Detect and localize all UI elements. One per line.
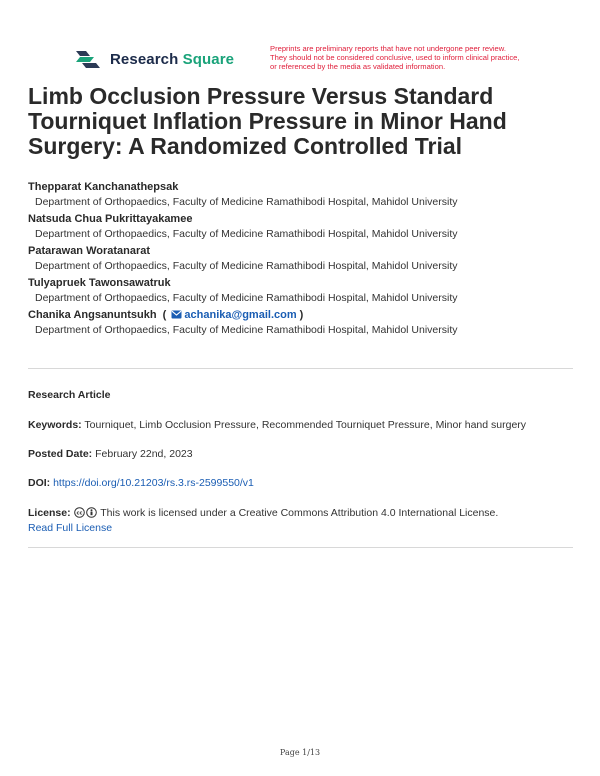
posted-date-value: February 22nd, 2023 bbox=[95, 448, 193, 460]
posted-date-row bbox=[28, 447, 573, 462]
license-row bbox=[28, 506, 573, 536]
author-list bbox=[28, 180, 573, 340]
read-full-license-link[interactable]: Read Full License bbox=[28, 522, 113, 534]
research-square-wordmark: Research Square bbox=[110, 50, 235, 68]
author-email-link[interactable]: achanika@gmail.com bbox=[184, 309, 297, 321]
envelope-icon bbox=[171, 310, 182, 319]
article-type: Research Article bbox=[28, 389, 111, 401]
research-square-logo-icon bbox=[74, 47, 102, 71]
author-entry bbox=[28, 212, 573, 242]
divider bbox=[28, 368, 573, 369]
author-entry bbox=[28, 308, 573, 338]
doi-row bbox=[28, 476, 573, 491]
author-name: Natsuda Chua Pukrittayakamee bbox=[28, 213, 193, 225]
page-number: Page 1/13 bbox=[279, 748, 321, 757]
author-affiliation: Department of Orthopaedics, Faculty of Medicine Ramathibodi Hospital, Mahidol University bbox=[35, 196, 458, 208]
keywords-row bbox=[28, 418, 573, 433]
license-text: This work is licensed under a Creative Commons Attribution 4.0 International License. bbox=[100, 507, 499, 519]
license-label: License: bbox=[28, 507, 71, 519]
author-name: Patarawan Woratanarat bbox=[28, 245, 151, 257]
author-affiliation: Department of Orthopaedics, Faculty of Medicine Ramathibodi Hospital, Mahidol University bbox=[35, 260, 458, 272]
author-entry bbox=[28, 276, 573, 306]
disclaimer-line: They should not be considered conclusive, used to inform clinical practice, bbox=[270, 52, 520, 62]
doi-label: DOI: bbox=[28, 477, 51, 489]
preprint-disclaimer bbox=[270, 45, 532, 71]
corresponding-author-name: Chanika Angsanuntsukh ( achanika@gmail.com ) bbox=[28, 309, 304, 321]
posted-date-label: Posted Date: bbox=[28, 448, 93, 460]
by-icon bbox=[86, 507, 97, 518]
disclaimer-line: or referenced by the media as validated information. bbox=[270, 61, 446, 71]
disclaimer-line: Preprints are preliminary reports that have not undergone peer review. bbox=[270, 44, 506, 53]
cc-icon bbox=[74, 507, 85, 518]
author-affiliation: Department of Orthopaedics, Faculty of Medicine Ramathibodi Hospital, Mahidol University bbox=[35, 292, 458, 304]
keywords-value: Tourniquet, Limb Occlusion Pressure, Recommended Tourniquet Pressure, Minor hand surgery bbox=[84, 419, 527, 431]
paper-title: Limb Occlusion Pressure Versus Standard Tourniquet Inflation Pressure in Minor Hand Surgery: A Randomized Controlled Trial bbox=[28, 83, 507, 159]
author-entry bbox=[28, 180, 573, 210]
author-name: Thepparat Kanchanathepsak bbox=[28, 181, 179, 193]
author-entry bbox=[28, 244, 573, 274]
author-affiliation: Department of Orthopaedics, Faculty of Medicine Ramathibodi Hospital, Mahidol University bbox=[35, 324, 458, 336]
divider bbox=[28, 547, 573, 548]
research-square-logo[interactable] bbox=[74, 47, 234, 71]
author-affiliation: Department of Orthopaedics, Faculty of Medicine Ramathibodi Hospital, Mahidol University bbox=[35, 228, 458, 240]
author-name: Chanika Angsanuntsukh bbox=[28, 309, 157, 321]
author-name: Tulyapruek Tawonsawatruk bbox=[28, 277, 171, 289]
keywords-label: Keywords: bbox=[28, 419, 82, 431]
svg-text:cc: cc bbox=[76, 510, 82, 517]
doi-link[interactable]: https://doi.org/10.21203/rs.3.rs-2599550/v1 bbox=[53, 477, 254, 489]
